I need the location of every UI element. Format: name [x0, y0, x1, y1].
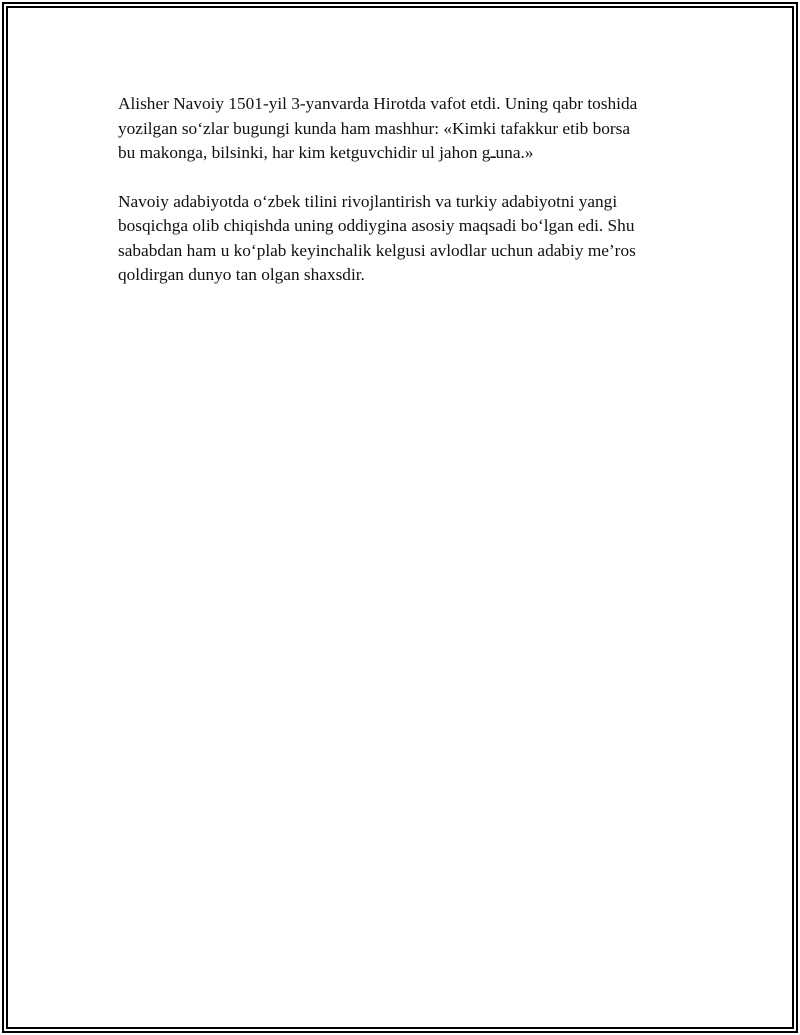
paragraph-2 — [118, 190, 698, 288]
text-line: qoldirgan dunyo tan olgan shaxsdir. — [118, 265, 365, 284]
paragraph-1 — [118, 92, 698, 166]
text-line: yozilgan so‘zlar bugungi kunda ham mashhur: «Kimki tafakkur etib borsa — [118, 118, 631, 138]
document-body — [118, 92, 698, 312]
text-line: bosqichga olib chiqishda uning oddiygina asosiy maqsadi bo‘lgan edi. Shu — [118, 216, 635, 235]
text-line: bu makonga, bilsinki, har kim ketguvchidir ul jahon gـuna.» — [118, 143, 534, 162]
text-line: Navoiy adabiyotda o‘zbek tilini rivojlantirish va turkiy adabiyotni yangi — [118, 191, 618, 211]
text-line: sababdan ham u ko‘plab keyinchalik kelgusi avlodlar uchun adabiy me’ros — [118, 240, 636, 260]
text-line: Alisher Navoiy 1501-yil 3-yanvarda Hirotda vafot etdi. Uning qabr toshida — [118, 94, 638, 113]
